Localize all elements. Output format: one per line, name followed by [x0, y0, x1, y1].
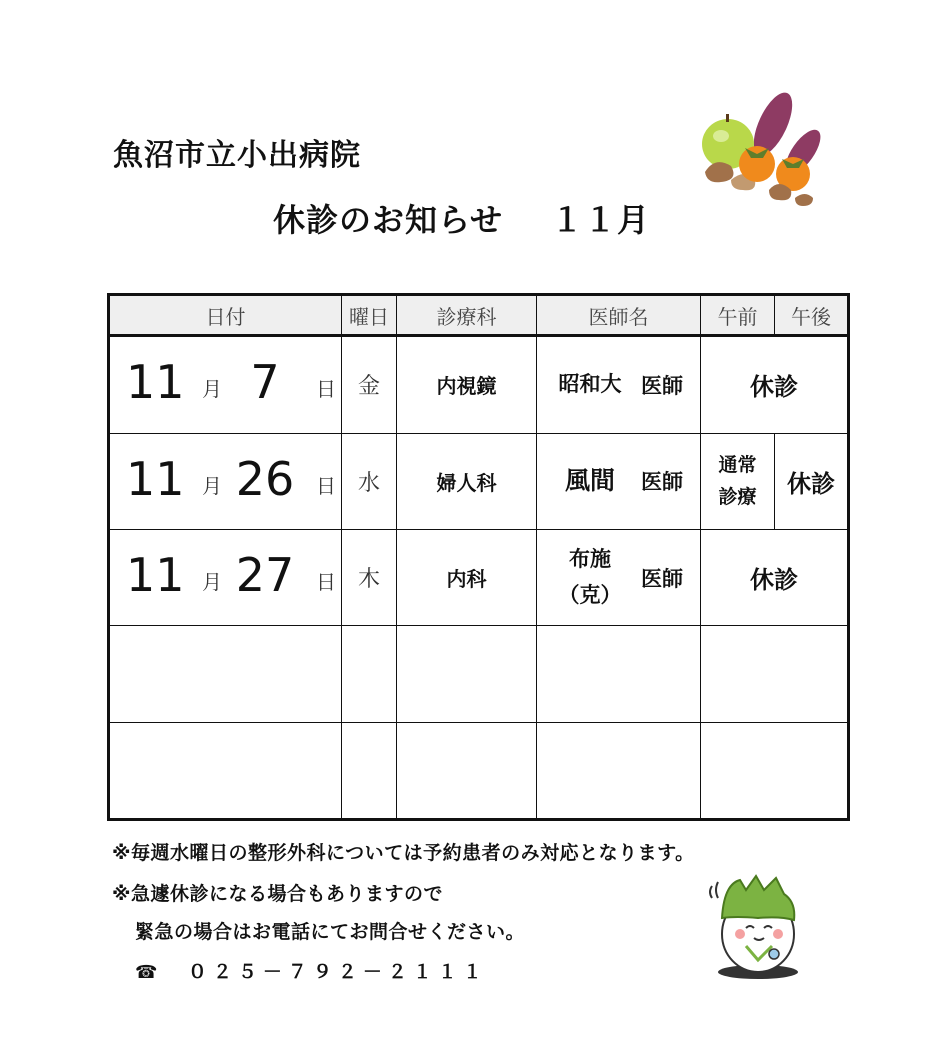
day-kanji: 日	[316, 473, 336, 498]
doctor-title: 医師	[641, 470, 683, 495]
orthopedics-note: ※毎週水曜日の整形外科については予約患者のみ対応となります。	[112, 842, 695, 864]
month-value: 11	[126, 451, 185, 506]
department-cell: 内科	[397, 529, 537, 625]
department-cell: 婦人科	[397, 433, 537, 529]
phone-number[interactable]: ０２５－７９２－２１１１	[187, 961, 488, 983]
month-value: 11	[126, 548, 185, 603]
month-kanji: 月	[202, 377, 222, 402]
contact-note: 緊急の場合はお電話にてお問合せください。	[135, 921, 526, 943]
status-closed: 休診	[701, 529, 849, 625]
month-kanji: 月	[202, 473, 222, 498]
doctor-cell	[537, 530, 700, 625]
status-closed: 休診	[701, 336, 849, 433]
vegetable-mascot-illustration	[700, 872, 815, 982]
table-row-empty	[109, 626, 849, 722]
header-doctor: 医師名	[537, 295, 701, 336]
doctor-title: 医師	[641, 373, 683, 398]
day-value: 27	[235, 548, 295, 603]
status-pm: 休診	[775, 433, 849, 529]
header-am: 午前	[701, 295, 775, 336]
header-department: 診療科	[397, 295, 537, 336]
date-cell	[110, 337, 341, 432]
date-cell	[110, 434, 341, 529]
doctor-name: 布施 （克）	[558, 546, 622, 607]
doctor-cell	[537, 434, 700, 529]
table-row	[109, 529, 849, 625]
phone-icon: ☎	[135, 962, 158, 983]
autumn-fruits-illustration	[695, 92, 825, 212]
table-row	[109, 336, 849, 433]
schedule-table	[107, 293, 850, 821]
header-weekday: 曜日	[342, 295, 397, 336]
day-kanji: 日	[316, 377, 336, 402]
day-kanji: 日	[316, 570, 336, 595]
doctor-cell	[537, 337, 700, 432]
notice-month: １１月	[551, 201, 651, 239]
month-value: 11	[126, 355, 185, 410]
sudden-closure-note: ※急遽休診になる場合もありますので	[112, 883, 443, 905]
doctor-title: 医師	[641, 566, 683, 591]
table-header-row	[109, 295, 849, 336]
month-kanji: 月	[202, 570, 222, 595]
day-value: 26	[235, 451, 295, 506]
doctor-name: 風間	[564, 465, 615, 495]
day-value: 7	[250, 355, 280, 410]
table-row-empty	[109, 722, 849, 819]
doctor-name: 昭和大	[558, 371, 622, 396]
weekday-cell: 金	[342, 336, 397, 433]
weekday-cell: 水	[342, 433, 397, 529]
header-pm: 午後	[775, 295, 849, 336]
weekday-cell: 木	[342, 529, 397, 625]
date-cell	[110, 530, 341, 625]
status-am: 通常 診療	[701, 433, 775, 529]
notice-heading	[273, 195, 650, 241]
header-date: 日付	[109, 295, 342, 336]
phone-line	[135, 957, 488, 984]
notice-title: 休診のお知らせ	[273, 201, 504, 239]
department-cell: 内視鏡	[397, 336, 537, 433]
table-row	[109, 433, 849, 529]
hospital-name: 魚沼市立小出病院	[113, 138, 361, 173]
